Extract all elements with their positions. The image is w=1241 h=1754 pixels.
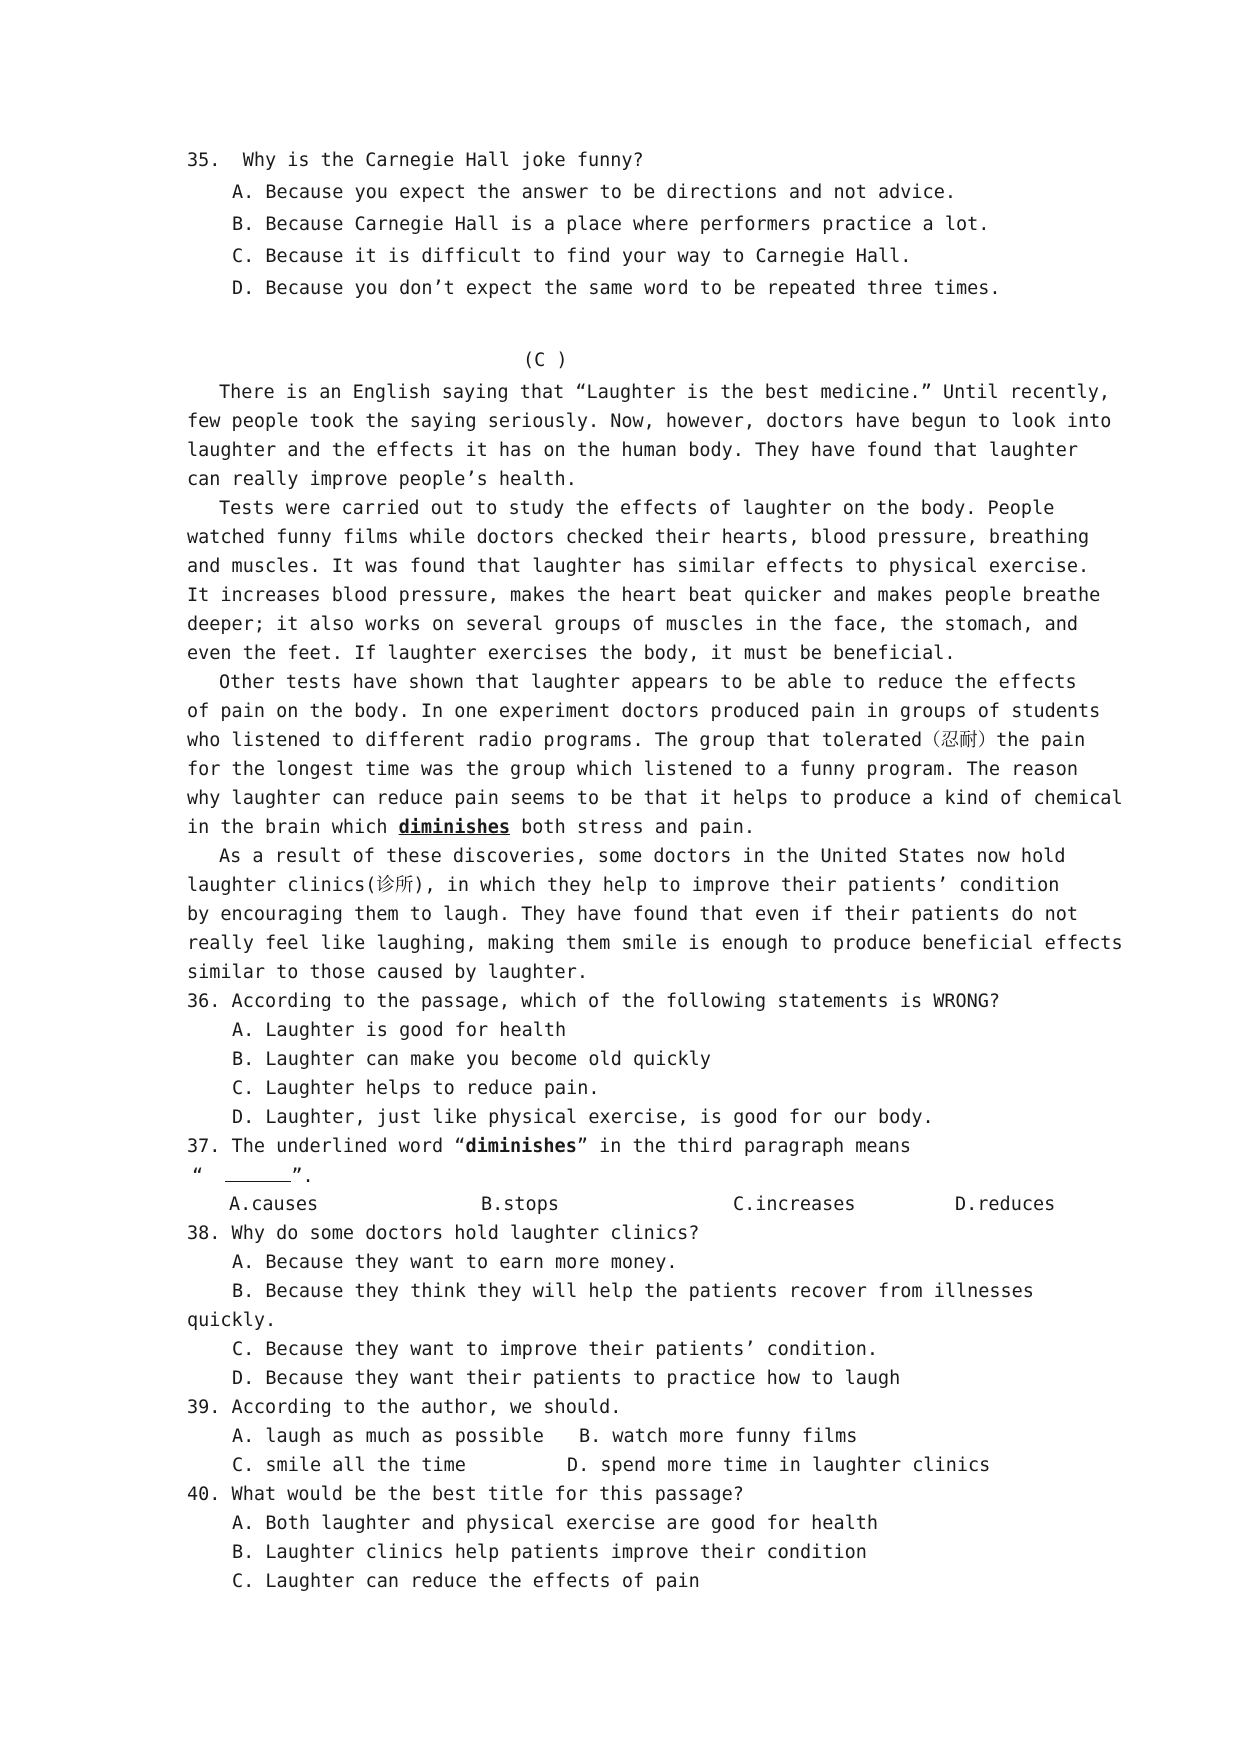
passage-line: of pain on the body. In one experiment doctors produced pain in groups of students [187, 701, 1101, 722]
question-35-stem: 35. Why is the Carnegie Hall joke funny? [187, 150, 644, 171]
question-40-option-b: B. Laughter clinics help patients improve their condition [232, 1542, 867, 1563]
question-35-option-c: C. Because it is difficult to find your way to Carnegie Hall. [232, 246, 912, 267]
stem-text: ” in the third paragraph means [576, 1136, 911, 1157]
stem-text: 37. The underlined word “ [187, 1136, 466, 1157]
passage-line: why laughter can reduce pain seems to be that it helps to produce a kind of chemical [187, 788, 1123, 809]
question-38-option-a: A. Because they want to earn more money. [232, 1252, 678, 1273]
underlined-word: diminishes [398, 817, 511, 838]
quote-open: “ [192, 1166, 204, 1187]
passage-line: can really improve people’s health. [187, 469, 577, 490]
question-38-option-b: B. Because they think they will help the patients recover from illnesses [232, 1281, 1034, 1302]
passage-line: laughter clinics(诊所), in which they help to improve their patients’ condition [187, 875, 1060, 896]
passage-line: Tests were carried out to study the effects of laughter on the body. People [219, 498, 1055, 519]
question-36-option-c: C. Laughter helps to reduce pain. [232, 1078, 600, 1099]
passage-line [187, 815, 755, 841]
question-40-stem: 40. What would be the best title for this passage? [187, 1484, 744, 1505]
quote-close: ”. [291, 1166, 314, 1187]
question-36-option-d: D. Laughter, just like physical exercise, is good for our body. [232, 1107, 934, 1128]
passage-line: and muscles. It was found that laughter has similar effects to physical exercise. [187, 556, 1090, 577]
answer-blank-line [192, 1163, 314, 1190]
question-37-option-d: D.reduces [955, 1194, 1056, 1215]
passage-line: It increases blood pressure, makes the heart beat quicker and makes people breathe [187, 585, 1101, 606]
question-38-stem: 38. Why do some doctors hold laughter clinics? [187, 1223, 700, 1244]
passage-line: even the feet. If laughter exercises the body, it must be beneficial. [187, 643, 956, 664]
question-39-option-a: A. laugh as much as possible [232, 1426, 544, 1447]
passage-line: Other tests have shown that laughter appears to be able to reduce the effects [219, 672, 1077, 693]
question-39-option-c: C. smile all the time [232, 1455, 466, 1476]
question-35-option-a: A. Because you expect the answer to be directions and not advice. [232, 182, 956, 203]
passage-line: As a result of these discoveries, some doctors in the United States now hold [219, 846, 1066, 867]
passage-line: by encouraging them to laugh. They have found that even if their patients do not [187, 904, 1079, 925]
question-37-stem [187, 1134, 911, 1160]
question-35-option-d: D. Because you don’t expect the same word to be repeated three times. [232, 278, 1001, 299]
section-heading: (C ) [523, 350, 568, 371]
question-38-option-c: C. Because they want to improve their patients’ condition. [232, 1339, 879, 1360]
question-35-option-b: B. Because Carnegie Hall is a place where performers practice a lot. [232, 214, 990, 235]
question-36-option-a: A. Laughter is good for health [232, 1020, 567, 1041]
passage-line: watched funny films while doctors checked their hearts, blood pressure, breathing [187, 527, 1090, 548]
question-40-option-c: C. Laughter can reduce the effects of pain [232, 1571, 700, 1592]
passage-line: really feel like laughing, making them smile is enough to produce beneficial effects [187, 933, 1123, 954]
passage-line: who listened to different radio programs. The group that tolerated（忍耐）the pain [187, 730, 1086, 751]
question-39-stem: 39. According to the author, we should. [187, 1397, 622, 1418]
passage-line: deeper; it also works on several groups of muscles in the face, the stomach, and [187, 614, 1079, 635]
question-39-option-b: B. watch more funny films [579, 1426, 858, 1447]
passage-text: in the brain which [187, 817, 399, 838]
question-40-option-a: A. Both laughter and physical exercise are good for health [232, 1513, 879, 1534]
answer-blank [225, 1163, 291, 1182]
question-37-option-b: B.stops [481, 1194, 559, 1215]
question-39-option-d: D. spend more time in laughter clinics [567, 1455, 991, 1476]
passage-line: There is an English saying that “Laughter is the best medicine.” Until recently, [219, 382, 1111, 403]
highlighted-word: diminishes [465, 1136, 577, 1157]
question-36-option-b: B. Laughter can make you become old quickly [232, 1049, 711, 1070]
passage-text: both stress and pain. [510, 817, 756, 838]
question-37-option-c: C.increases [733, 1194, 856, 1215]
passage-line: laughter and the effects it has on the human body. They have found that laughter [187, 440, 1079, 461]
passage-line: few people took the saying seriously. Now, however, doctors have begun to look into [187, 411, 1112, 432]
passage-line: for the longest time was the group which listened to a funny program. The reason [187, 759, 1079, 780]
question-38-option-b-cont: quickly. [187, 1310, 277, 1331]
passage-line: similar to those caused by laughter. [187, 962, 588, 983]
question-38-option-d: D. Because they want their patients to practice how to laugh [232, 1368, 901, 1389]
question-36-stem: 36. According to the passage, which of the following statements is WRONG? [187, 991, 1001, 1012]
question-37-option-a: A.causes [229, 1194, 319, 1215]
